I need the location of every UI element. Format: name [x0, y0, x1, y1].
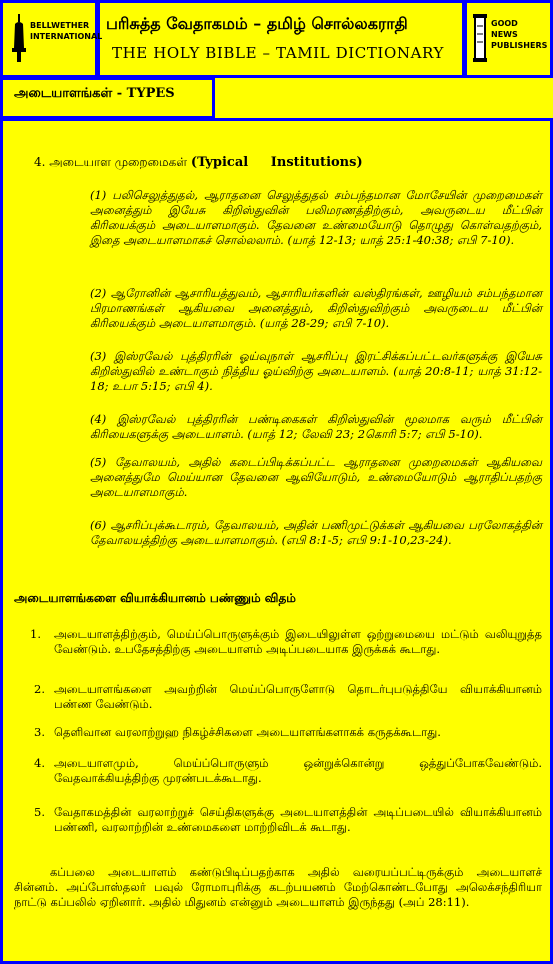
title-tamil: பரிசுத்த வேதாகமம் – தமிழ் சொல்லகராதி — [106, 14, 408, 33]
rule-2-text: அடையாளங்களை அவற்றின் மெய்ப்பொருளோடு தொடர்புபடுத்தியே வியாக்கியானம் பண்ண வேண்டும். — [54, 682, 542, 711]
subpoint-6: (6) ஆசரிப்புக்கூடாரம், தேவாலயம், அதின் பணிமுட்டுக்கள் ஆகியவை பரலோகத்தின் தேவாலயத்திற்கு அடையாளமாகும். (எபி 8:1-5; எபி 9:1-10,23-24). — [90, 518, 542, 547]
item-label-tamil: அடையாள முறைமைகள் — [49, 155, 188, 169]
rule-3-text: தெளிவான வரலாற்றுஹ நிகழ்ச்சிகளை அடையாளங்களாகக் கருதக்கூடாது. — [54, 725, 441, 739]
rule-4-number: 4. — [34, 756, 45, 770]
item-number: 4. — [34, 155, 46, 169]
left-logo: BELLWETHER INTERNATIONAL — [30, 21, 103, 41]
rule-1-text: அடையாளத்திற்கும், மெய்ப்பொருளுக்கும் இடையிலுள்ள ஒற்றுமையை மட்டும் வலியுறுத்த வேண்டும். உபதேசத்திற்கு அடையாளம் அடிப்படையாக இருக்கக் கூடாது. — [54, 627, 542, 656]
rule-3-number: 3. — [34, 725, 45, 739]
right-logo: GOOD NEWS PUBLISHERS — [491, 19, 548, 50]
item-label-english: (Typical Institutions) — [190, 155, 363, 170]
title-english: THE HOLY BIBLE – TAMIL DICTIONARY — [112, 44, 444, 62]
rule-2-number: 2. — [34, 682, 45, 696]
subpoint-1: (1) பலிசெலுத்துதல், ஆராதனை செலுத்துதல் சம்பந்தமான மோசேயின் முறைமைகள் அனைத்தும் இயேசு கிறிஸ்துவின் பலிமரணத்திற்கும், அவருடைய மீட்பின் கிரியைக்கும் அடையாளமாகும். தேவனை உண்மையோடு தொழுது கொள்வதற்கும், இதை அடையாளமாகச் சொல்லலாம். (யாத் 12-13; யாத் 25:1-40:38; எபி 7-10). — [90, 188, 542, 247]
rule-1-number: 1. — [30, 627, 41, 641]
rule-5-text: வேதாகமத்தின் வரலாற்றுச் செய்திகளுக்கு அடையாளத்தின் அடிப்படையில் வியாக்கியானம் பண்ணி, வரலாற்றின் உண்மைகளை மாற்றிவிடக் கூடாது. — [54, 805, 542, 834]
subpoint-4: (4) இஸ்ரவேல் புத்திரரின் பண்டிகைகள் கிறிஸ்துவின் மூலமாக வரும் மீட்பின் கிரியைகளுக்கு அடையாளம். (யாத் 12; லேவி 23; 2கொரி 5:7; எபி 5-10). — [90, 412, 542, 441]
item-4-heading — [34, 155, 363, 171]
section-tag: அடையாளங்கள் - TYPES — [14, 86, 175, 101]
section-2-heading: அடையாளங்களை வியாக்கியானம் பண்ணும் விதம் — [14, 591, 296, 605]
title-panel — [97, 0, 465, 78]
bell-icon — [12, 14, 26, 62]
subpoint-3: (3) இஸ்ரவேல் புத்திரரின் ஓய்வுநாள் ஆசரிப்பு இரட்சிக்கப்பட்டவர்களுக்கு இயேசு கிறிஸ்துவில் உண்டாகும் நித்திய ஓய்விற்கு அடையாளம். (யாத் 20:8-11; யாத் 31:12-18; உபா 5:15; எபி 4). — [90, 349, 542, 393]
rule-4-text: அடையாளமும், மெய்ப்பொருளும் ஒன்றுக்கொன்று ஒத்துப்போகவேண்டும். வேதவாக்கியத்திற்கு முரண்படக்கூடாது. — [54, 756, 542, 785]
scroll-icon — [472, 14, 488, 62]
closing-paragraph: கப்பலை அடையாளம் கண்டுபிடிப்பதற்காக அதில் வரையப்பட்டிருக்கும் அடையாளச் சின்னம். அப்போஸ்தலர் பவுல் ரோமாபுரிக்கு கடற்பயணம் மேற்கொண்டபோது அலெக்சந்திரியா நாட்டு கப்பலில் ஏறினார். அதில் மிதுனம் என்னும் அடையாளம் இருந்தது (அப் 28:11). — [14, 865, 542, 909]
rule-5-number: 5. — [34, 805, 45, 819]
subpoint-5: (5) தேவாலயம், அதில் கடைப்பிடிக்கப்பட்ட ஆராதனை முறைமைகள் ஆகியவை அனைத்துமே மெய்யான தேவனை ஆவியோடும், உண்மையோடும் ஆராதிப்பதற்கு அடையாளமாகும். — [90, 455, 542, 499]
subpoint-2: (2) ஆரோனின் ஆசாரியத்துவம், ஆசாரியர்களின் வஸ்திரங்கள், ஊழியம் சம்பந்தமான பிரமாணங்கள் ஆகியவை அனைத்தும், கிறிஸ்துவிற்கும் அவருடைய மீட்பின் கிரியைக்கும் அடையாளமாகும். (யாத் 28-29; எபி 7-10). — [90, 286, 542, 330]
